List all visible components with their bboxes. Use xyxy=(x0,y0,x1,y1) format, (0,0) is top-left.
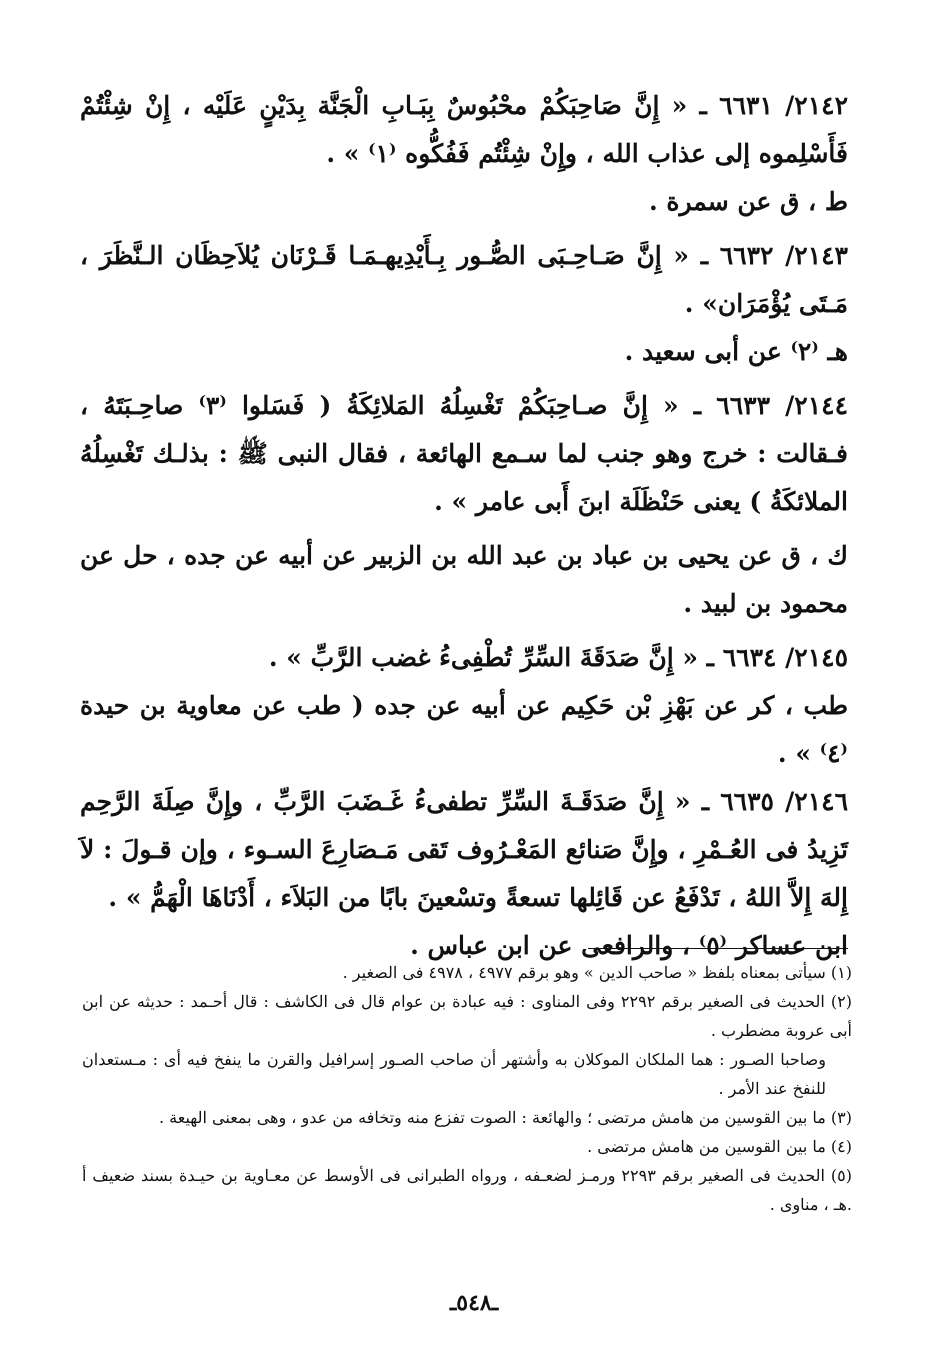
footnote-4: (٤) ما بين القوسين من هامش مرتضى . xyxy=(587,1137,852,1156)
footnote-2-continued: وصاحبا الصـور : هما الملكان الموكلان به وأشتهر أن صاحب الصـور إسرافيل والقرن ما ينفخ فيه أى : مـستعدان للنفخ عند الأمر . xyxy=(82,1050,826,1098)
hadith-2146-source: ابن عساكر ⁽٥⁾ ، والرافعى عن ابن عباس . xyxy=(410,931,848,960)
hadith-2143: ٢١٤٣/ ٦٦٣٢ ـ « إِنَّ صَـاحِـبَى الصُّـور بِـأَيْدِيهـمَـا قَـرْنَان يُلاَحِظَان الـنَّظَرَ ، مَـتَى يُؤْمَرَان» . xyxy=(80,241,848,318)
hadith-2143-source: هـ ⁽٢⁾ عن أبى سعيد . xyxy=(624,337,848,366)
footnotes xyxy=(82,958,852,1219)
footnote-5: (٥) الحديث فى الصغير برقم ٢٢٩٣ ورمـز لضعـفه ، ورواه الطبرانى فى الأوسط عن معـاوية بن حيـدة بسند ضعيف أ .هـ ، مناوى . xyxy=(82,1166,853,1214)
footnote-separator xyxy=(588,948,848,949)
hadith-2142-source: ط ، ق عن سمرة . xyxy=(648,187,848,216)
hadith-2144: ٢١٤٤/ ٦٦٣٣ ـ « إِنَّ صـاحِبَكُمْ تَغْسِلُهُ المَلائِكَةُ ( فَسَلوا ⁽٣⁾ صاحِـبَتَهُ ، فـقالت : خرج وهو جنب لما سـمع الهائعة ، فقال النبى ﷺ : بذلـك تَغْسِلُهُ الملائكَةُ ) يعنى حَنْظَلَة ابنَ أَبى عامر » . xyxy=(80,391,848,516)
footnote-3: (٣) ما بين القوسين من هامش مرتضى ؛ والهائعة : الصوت تفزع منه وتخافه من عدو ، وهى بمعنى الهيعة . xyxy=(158,1108,852,1127)
page-number: ـ٥٤٨ـ xyxy=(449,1290,499,1316)
hadith-2146: ٢١٤٦/ ٦٦٣٥ ـ « إِنَّ صَدَقَـةَ السِّرِّ تطفىءُ غَـضَبَ الرَّبِّ ، وإِنَّ صِلَةَ الرَّحِم تَزِيدُ فى العُـمْرِ ، وإِنَّ صَنائع المَعْـرُوف تَقى مَـصَارِعَ السـوء ، وإن قـولَ : لاَ إِلهَ إِلاَّ اللهُ ، تَدْفَعُ عن قَائِلها تسعةً وتسْعينَ بابًا من البَلاَء ، أَدْنَاهَا الْهَمُّ » . xyxy=(80,787,848,912)
hadith-2145-source: طب ، كر عن بَهْزِ بْن حَكِيم عن أبيه عن جده ( طب عن معاوية بن حيدة ⁽٤⁾ » . xyxy=(80,691,848,768)
footnote-2: (٢) الحديث فى الصغير برقم ٢٢٩٢ وفى المناوى : فيه عبادة بن عوام قال فى الكاشف : قال أحـمد : حديثه عن ابن أبى عروبة مضطرب . xyxy=(82,992,852,1040)
footnote-1: (١) سيأتى بمعناه بلفظ « صاحب الدين » وهو برقم ٤٩٧٧ ، ٤٩٧٨ فى الصغير . xyxy=(342,963,852,982)
main-text xyxy=(80,82,848,970)
hadith-2144-source: ك ، ق عن يحيى بن عباد بن عبد الله بن الزبير عن أبيه عن جده ، حل عن محمود بن لبيد . xyxy=(80,541,848,618)
hadith-2145: ٢١٤٥/ ٦٦٣٤ ـ « إِنَّ صَدَقَةَ السِّرِّ تُطْفِىءُ غضب الرَّبِّ » . xyxy=(268,643,848,672)
hadith-2142: ٢١٤٢/ ٦٦٣١ ـ « إِنَّ صَاحِبَكُمْ محْبُوسٌ بِبَـابِ الْجَنَّة بِدَيْنٍ عَلَيْه ، إِنْ شِئْتُمْ فَأَسْلِموه إلى عذاب الله ، وإِنْ شِئْتُم فَفُكُّوه ⁽١⁾ » . xyxy=(80,91,848,168)
